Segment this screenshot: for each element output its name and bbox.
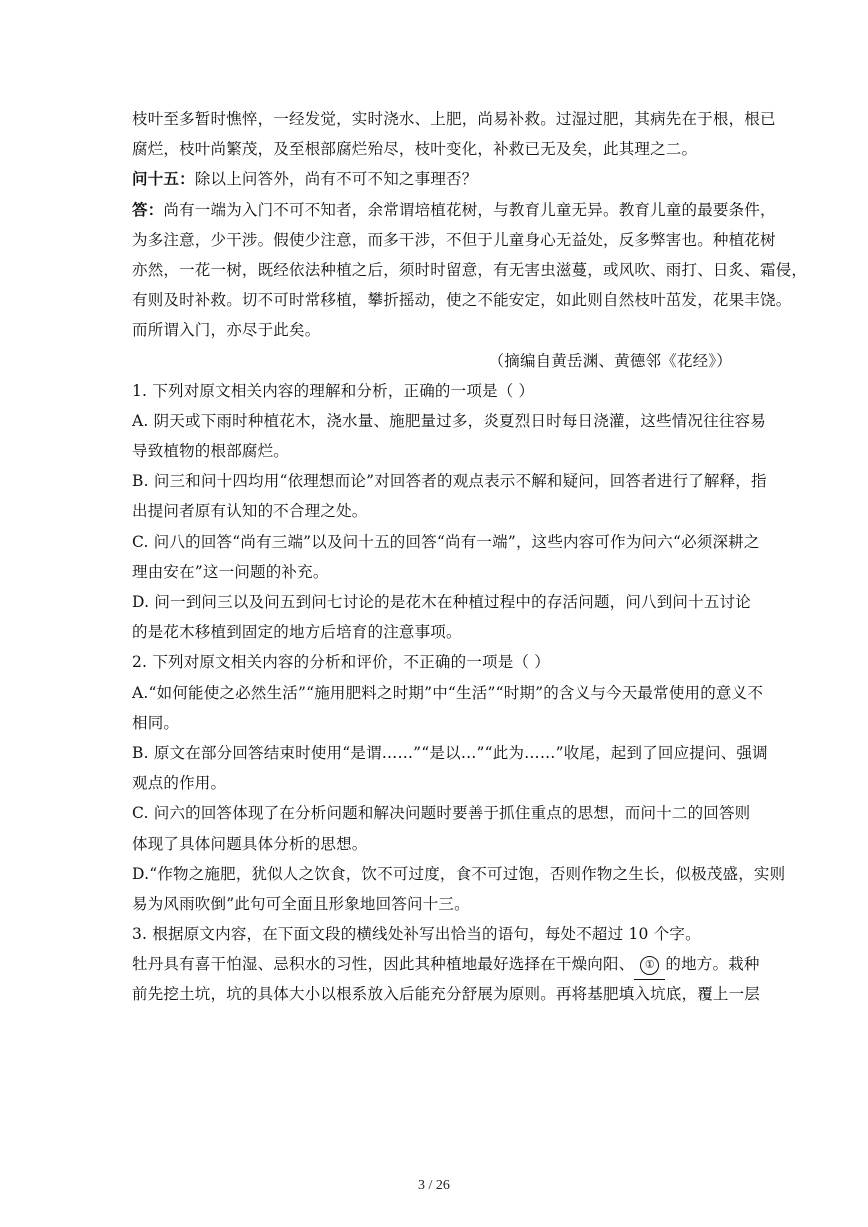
question-label: 问十五： (132, 169, 195, 189)
option-b: B. 问三和问十四均用“依理想而论”对回答者的观点表示不解和疑问，回答者进行了解释，指 (132, 472, 767, 491)
option-c: C. 问六的回答体现了在分析问题和解决问题时要善于抓住重点的思想，而问十二的回答则 (132, 804, 751, 823)
text-line: 的是花木移植到固定的地方后培育的注意事项。 (132, 623, 462, 642)
text-line: 腐烂，枝叶尚繁茂，及至根部腐烂殆尽，枝叶变化，补救已无及矣，此其理之二。 (132, 140, 698, 159)
blank-number: ① (640, 956, 659, 975)
text-line: 观点的作用。 (132, 774, 227, 793)
answer-label: 答： (132, 199, 164, 219)
question-text: 除以上问答外，尚有不可不知之事理否？ (194, 170, 478, 189)
text-line: 为多注意，少干涉。假使少注意，而多干涉，不但于儿童身心无益处，反多弊害也。种植花树 (132, 230, 776, 249)
text-line: 前先挖土坑，坑的具体大小以根系放入后能充分舒展为原则。再将基肥填入坑底，覆上一层 (132, 985, 761, 1004)
option-a: A.“如何能使之必然生活”“施用肥料之时期”中“生活”“时期”的含义与今天最常使用的意义不 (132, 683, 764, 702)
page-number: 3 / 26 (418, 1178, 450, 1193)
text-line: 出提问者原有认知的不合理之处。 (132, 502, 368, 521)
fill-text-after: 的地方。栽种 (665, 955, 760, 974)
text-line: 导致植物的根部腐烂。 (132, 442, 290, 461)
document-body (132, 104, 808, 1010)
text-line: 易为风雨吹倒”此句可全面且形象地回答问十三。 (132, 894, 470, 913)
text-line: 而所谓入门，亦尽于此矣。 (132, 321, 321, 340)
option-a: A. 阴天或下雨时种植花木，浇水量、施肥量过多，炎夏烈日时每日浇灌，这些情况往往容易 (132, 411, 766, 430)
fill-in-line (132, 949, 760, 979)
question-2: 2. 下列对原文相关内容的分析和评价，不正确的一项是（ ） (132, 653, 550, 672)
option-d: D.“作物之施肥，犹似人之饮食，饮不可过度，食不可过饱，否则作物之生长，似极茂盛，实则 (132, 864, 786, 883)
question-3: 3. 根据原文内容，在下面文段的横线处补写出恰当的语句，每处不超过 10 个字。 (132, 925, 701, 944)
option-d: D. 问一到问三以及问五到问七讨论的是花木在种植过程中的存活问题，问八到问十五讨论 (132, 593, 751, 611)
question-15 (132, 164, 742, 194)
text-line: 理由安在”这一问题的补充。 (132, 562, 329, 581)
text-line: 有则及时补救。切不可时常移植，攀折摇动，使之不能安定，如此则自然枝叶茁发，花果丰饶。 (132, 291, 792, 310)
option-c: C. 问八的回答“尚有三端”以及问十五的回答“尚有一端”，这些内容可作为问六“必须深耕之 (132, 532, 760, 551)
text-line: 亦然，一花一树，既经依法种植之后，须时时留意，有无害虫滋蔓，或风吹、雨打、日炙、霜侵， (132, 260, 808, 279)
option-b: B. 原文在部分回答结束时使用“是谓……”“是以…”“此为……”收尾，起到了回应提问、强调 (132, 743, 768, 762)
fill-blank (634, 949, 665, 980)
question-1: 1. 下列对原文相关内容的理解和分析，正确的一项是（ ） (132, 381, 535, 400)
text-line: 相同。 (132, 713, 180, 732)
answer-first-line (132, 195, 776, 225)
text-line: 体现了具体问题具体分析的思想。 (132, 834, 368, 853)
source-citation: （摘编自黄岳渊、黄德邻《花经》） (488, 351, 732, 370)
fill-text-before: 牡丹具有喜干怕湿、忌积水的习性，因此其种植地最好选择在干燥向阳、 (132, 955, 635, 974)
answer-text: 尚有一端为入门不可不知者，余常谓培植花树，与教育儿童无异。教育儿童的最要条件， (163, 200, 776, 219)
text-line: 枝叶至多暂时憔悴，一经发觉，实时浇水、上肥，尚易补救。过湿过肥，其病先在于根，根已 (132, 110, 776, 128)
